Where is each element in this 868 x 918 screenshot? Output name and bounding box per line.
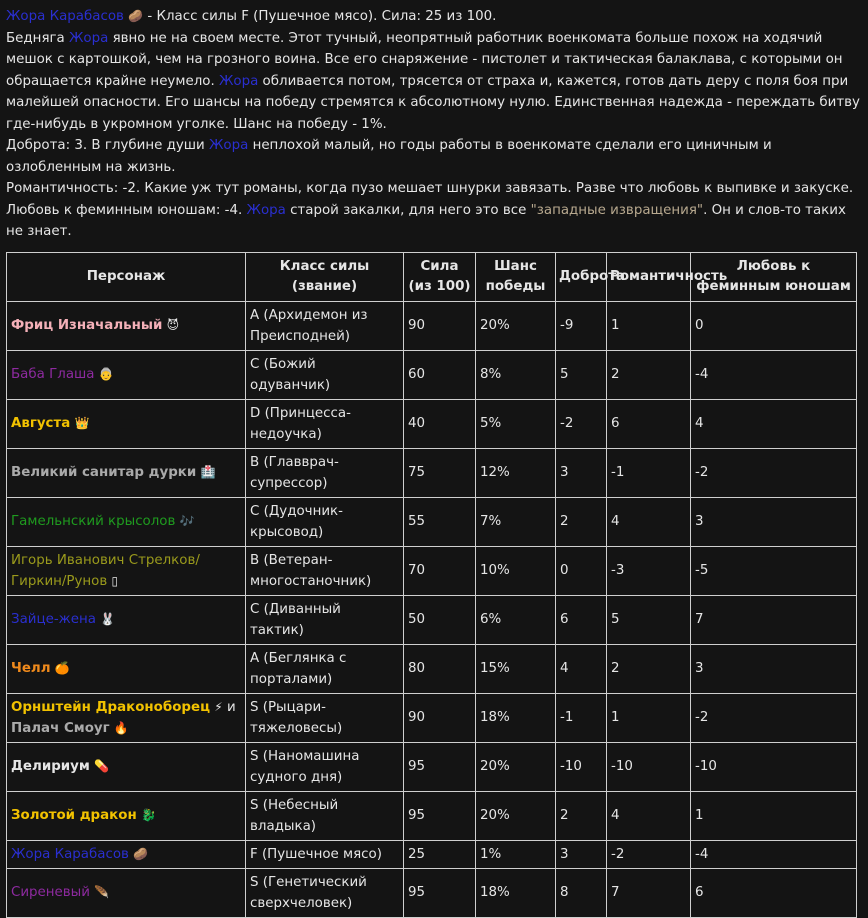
cell-love: -4 [691, 840, 857, 868]
cell-kindness: 3 [556, 448, 607, 497]
character-emoji-icon: 🪶 [94, 885, 110, 899]
character-emoji-icon: 👵 [98, 367, 114, 381]
character-name: Сиреневый [11, 885, 90, 900]
header-power: Сила (из 100) [404, 252, 476, 301]
cell-class: B (Ветеран-многостаночник) [246, 546, 404, 595]
cell-kindness: 2 [556, 791, 607, 840]
cell-character [7, 693, 246, 742]
cell-character [7, 644, 246, 693]
header-chance: Шанс победы [476, 252, 556, 301]
text-fragment: неплохой малый, но годы работы в военкомате сделали его циничным и озлобленным на жизнь. [6, 138, 772, 175]
table-row [7, 840, 857, 868]
intro-text [0, 0, 868, 243]
table-body [7, 301, 857, 917]
cell-chance: 18% [476, 693, 556, 742]
character-name: Орнштейн Драконоборец [11, 699, 211, 715]
cell-romance: 1 [607, 301, 691, 350]
text-fragment: старой закалки, для него это все [285, 202, 531, 218]
intro-summary: - Класс силы F (Пушечное мясо). Сила: 25 из 100. [143, 9, 497, 24]
cell-chance: 8% [476, 350, 556, 399]
character-emoji-icon: ⚡ [214, 699, 223, 714]
cell-romance: -2 [607, 840, 691, 868]
cell-romance: 2 [607, 350, 691, 399]
cell-kindness: -1 [556, 693, 607, 742]
text-fragment: явно не на своем месте. Этот тучный, неопрятный работник военкомата больше похож на ходячий мешок с картошкой, чем на грозного воина. Все его снаряжение - пистолет и тактическая балаклава, с которыми он обращается крайне неумело. [6, 30, 843, 89]
cell-chance: 20% [476, 742, 556, 791]
header-kindness: Доброта [556, 252, 607, 301]
cell-romance: -1 [607, 448, 691, 497]
character-name: Гамельнский крысолов [11, 514, 176, 529]
cell-power: 90 [404, 301, 476, 350]
character-name: Фриц Изначальный [11, 318, 163, 333]
cell-chance: 6% [476, 595, 556, 644]
character-name: Великий санитар дурки [11, 465, 197, 480]
cell-character [7, 546, 246, 595]
cell-power: 40 [404, 399, 476, 448]
table-row [7, 399, 857, 448]
cell-kindness: 5 [556, 350, 607, 399]
character-name: Баба Глаша [11, 367, 95, 382]
cell-character [7, 399, 246, 448]
potato-icon: 🥔 [128, 9, 144, 23]
cell-power: 95 [404, 791, 476, 840]
cell-character [7, 840, 246, 868]
character-name: Жора [218, 73, 259, 89]
cell-class: B (Главврач-супрессор) [246, 448, 404, 497]
cell-power: 75 [404, 448, 476, 497]
cell-power: 95 [404, 742, 476, 791]
cell-chance: 12% [476, 448, 556, 497]
character-name: Жора [69, 30, 109, 46]
cell-kindness: 6 [556, 595, 607, 644]
cell-class: S (Генетический сверхчеловек) [246, 868, 404, 917]
cell-character [7, 595, 246, 644]
intro-kindness [6, 135, 862, 178]
character-emoji-icon: 👑 [74, 416, 90, 430]
cell-character [7, 350, 246, 399]
cell-chance: 20% [476, 791, 556, 840]
cell-love: 3 [691, 497, 857, 546]
text-fragment: . Он и слов-то таких не знает. [6, 202, 846, 239]
intro-line-1 [6, 6, 862, 28]
character-name: Жора [246, 202, 286, 218]
header-love: Любовь к феминным юношам [691, 252, 857, 301]
character-emoji-icon: 🎶 [179, 514, 195, 528]
cell-love: 6 [691, 868, 857, 917]
cell-power: 50 [404, 595, 476, 644]
table-header-row [7, 252, 857, 301]
cell-romance: 6 [607, 399, 691, 448]
cell-character [7, 791, 246, 840]
cell-class: A (Беглянка с порталами) [246, 644, 404, 693]
cell-class: A (Архидемон из Преисподней) [246, 301, 404, 350]
table-row [7, 595, 857, 644]
intro-romance: Романтичность: -2. Какие уж тут романы, когда пузо мешает шнурки завязать. Разве что любовь к выпивке и закуске. [6, 181, 854, 196]
cell-chance: 1% [476, 840, 556, 868]
character-name: Делириум [11, 759, 90, 774]
table-row [7, 791, 857, 840]
cell-kindness: 2 [556, 497, 607, 546]
cell-kindness: -10 [556, 742, 607, 791]
table-row [7, 644, 857, 693]
cell-love: 7 [691, 595, 857, 644]
cell-character [7, 742, 246, 791]
cell-kindness: 3 [556, 840, 607, 868]
character-emoji-icon: 🐰 [100, 612, 116, 626]
quoted-phrase: "западные извращения" [530, 202, 704, 218]
table-row [7, 448, 857, 497]
cell-power: 95 [404, 868, 476, 917]
character-name: Августа [11, 416, 71, 431]
cell-romance: 4 [607, 497, 691, 546]
cell-class: C (Диванный тактик) [246, 595, 404, 644]
character-name: Зайце-жена [11, 612, 96, 627]
character-name: Жора Карабасов [6, 9, 124, 24]
cell-love: -10 [691, 742, 857, 791]
cell-love: -2 [691, 693, 857, 742]
character-name: Челл [11, 661, 51, 676]
character-name: Жора Карабасов [11, 846, 129, 862]
cell-class: S (Рыцари-тяжеловесы) [246, 693, 404, 742]
table-row [7, 497, 857, 546]
cell-love: 1 [691, 791, 857, 840]
character-name-secondary: Палач Смоуг [11, 720, 110, 736]
cell-love: 3 [691, 644, 857, 693]
cell-class: S (Небесный владыка) [246, 791, 404, 840]
character-name: Жора [208, 138, 249, 153]
character-name: Игорь Иванович Стрелков/ Гиркин/Рунов [11, 552, 200, 589]
character-emoji-icon: 🍊 [54, 661, 70, 675]
cell-chance: 5% [476, 399, 556, 448]
cell-romance: 4 [607, 791, 691, 840]
cell-kindness: 4 [556, 644, 607, 693]
intro-description [6, 28, 862, 136]
cell-character [7, 448, 246, 497]
header-character: Персонаж [7, 252, 246, 301]
table-row [7, 301, 857, 350]
cell-class: F (Пушечное мясо) [246, 840, 404, 868]
cell-love: -5 [691, 546, 857, 595]
character-name: Золотой дракон [11, 808, 137, 823]
table-row [7, 868, 857, 917]
cell-romance: 2 [607, 644, 691, 693]
cell-character [7, 497, 246, 546]
text-fragment: Доброта: 3. В глубине души [6, 138, 209, 153]
cell-chance: 20% [476, 301, 556, 350]
name-joiner: и [222, 699, 236, 715]
cell-chance: 10% [476, 546, 556, 595]
character-emoji-icon: 💊 [94, 759, 110, 773]
text-fragment: Бедняга [6, 30, 69, 46]
cell-kindness: -2 [556, 399, 607, 448]
fire-icon: 🔥 [113, 720, 129, 735]
cell-love: -4 [691, 350, 857, 399]
table-row [7, 742, 857, 791]
cell-kindness: 8 [556, 868, 607, 917]
cell-character [7, 868, 246, 917]
cell-romance: 5 [607, 595, 691, 644]
table-row [7, 546, 857, 595]
text-fragment: обливается потом, трясется от страха и, кажется, готов дать деру с поля боя при малейшей опасности. Его шансы на победу стремятся к абсолютному нулю. Единственная надежда - переждать битву где-нибудь в укромном уголке. Шанс на победу - 1%. [6, 73, 860, 132]
header-romance: Романтичность [607, 252, 691, 301]
cell-romance: 1 [607, 693, 691, 742]
cell-power: 90 [404, 693, 476, 742]
cell-kindness: -9 [556, 301, 607, 350]
cell-love: 0 [691, 301, 857, 350]
cell-power: 55 [404, 497, 476, 546]
character-emoji-icon: 🏥 [200, 465, 216, 479]
intro-love [6, 200, 862, 243]
character-emoji-icon: 🐉 [140, 808, 156, 822]
cell-class: D (Принцесса-недоучка) [246, 399, 404, 448]
cell-class: S (Наномашина судного дня) [246, 742, 404, 791]
cell-love: 4 [691, 399, 857, 448]
cell-kindness: 0 [556, 546, 607, 595]
cell-chance: 15% [476, 644, 556, 693]
cell-power: 70 [404, 546, 476, 595]
cell-power: 25 [404, 840, 476, 868]
cell-romance: -3 [607, 546, 691, 595]
table-row [7, 693, 857, 742]
cell-class: C (Божий одуванчик) [246, 350, 404, 399]
cell-romance: 7 [607, 868, 691, 917]
character-emoji-icon: 😈 [166, 318, 180, 332]
cell-power: 80 [404, 644, 476, 693]
character-emoji-icon: 🥔 [133, 846, 149, 861]
text-fragment: Любовь к феминным юношам: -4. [6, 202, 247, 218]
cell-chance: 18% [476, 868, 556, 917]
character-emoji-icon: ▯ [111, 573, 119, 588]
cell-class: C (Дудочник-крысовод) [246, 497, 404, 546]
cell-romance: -10 [607, 742, 691, 791]
cell-love: -2 [691, 448, 857, 497]
header-class: Класс силы (звание) [246, 252, 404, 301]
table-row [7, 350, 857, 399]
cell-character [7, 301, 246, 350]
cell-chance: 7% [476, 497, 556, 546]
cell-power: 60 [404, 350, 476, 399]
characters-table [6, 252, 857, 918]
